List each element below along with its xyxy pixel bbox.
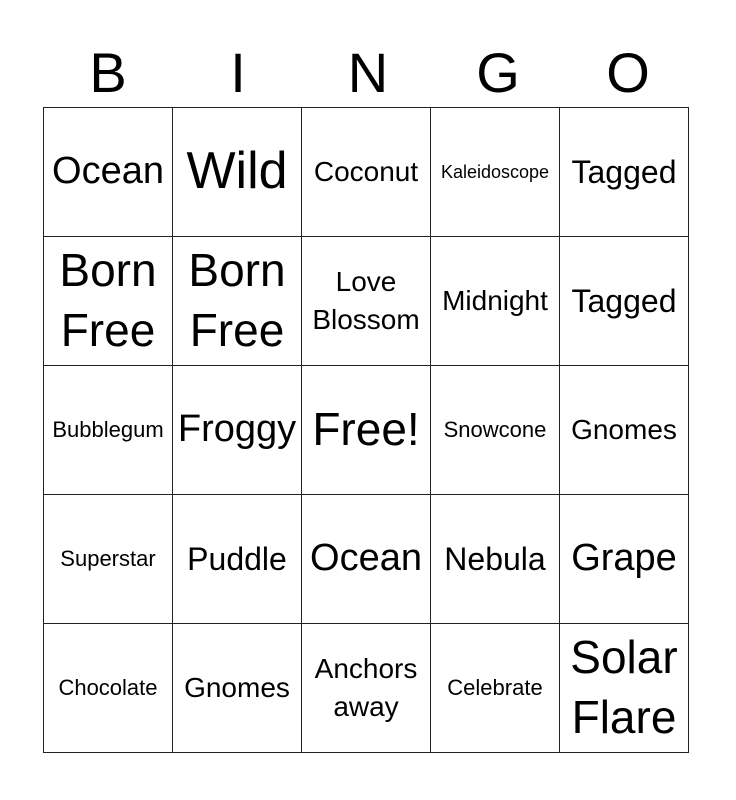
bingo-cell[interactable] bbox=[173, 237, 302, 366]
cell-label: Tagged bbox=[571, 282, 677, 319]
bingo-cell[interactable] bbox=[431, 237, 560, 366]
cell-label: Ocean bbox=[52, 150, 164, 193]
free-space-cell[interactable] bbox=[302, 366, 431, 495]
bingo-cell[interactable] bbox=[560, 237, 689, 366]
bingo-cell[interactable] bbox=[44, 495, 173, 624]
bingo-cell[interactable] bbox=[431, 495, 560, 624]
cell-label: Anchors away bbox=[314, 653, 418, 722]
header-letter-n: N bbox=[347, 41, 389, 104]
bingo-cell[interactable] bbox=[44, 237, 173, 366]
bingo-cell[interactable] bbox=[173, 495, 302, 624]
free-space-label: Free! bbox=[312, 403, 420, 456]
cell-label: Born Free bbox=[59, 244, 157, 356]
cell-label: Midnight bbox=[442, 285, 548, 317]
bingo-cell[interactable] bbox=[560, 108, 689, 237]
cell-label: Puddle bbox=[187, 540, 287, 577]
cell-label: Gnomes bbox=[571, 414, 677, 446]
cell-label: Nebula bbox=[444, 540, 546, 577]
header-letter-o: O bbox=[606, 41, 650, 104]
board-row bbox=[44, 366, 689, 495]
board-row bbox=[44, 624, 689, 753]
header-letter-i: I bbox=[230, 41, 246, 104]
bingo-cell[interactable] bbox=[302, 108, 431, 237]
cell-label: Superstar bbox=[60, 546, 156, 572]
bingo-cell[interactable] bbox=[44, 624, 173, 753]
bingo-header bbox=[43, 40, 693, 106]
header-letter-g: G bbox=[476, 41, 520, 104]
bingo-cell[interactable] bbox=[560, 495, 689, 624]
board-row bbox=[44, 108, 689, 237]
bingo-cell[interactable] bbox=[44, 366, 173, 495]
cell-label: Grape bbox=[571, 537, 677, 580]
cell-label: Kaleidoscope bbox=[440, 161, 550, 182]
cell-label: Tagged bbox=[571, 153, 677, 190]
bingo-cell[interactable] bbox=[302, 495, 431, 624]
bingo-cell[interactable] bbox=[173, 108, 302, 237]
cell-label: Froggy bbox=[177, 408, 297, 451]
cell-label: Born Free bbox=[188, 244, 286, 356]
cell-label: Bubblegum bbox=[52, 417, 164, 443]
bingo-cell[interactable] bbox=[431, 624, 560, 753]
cell-label: Coconut bbox=[313, 156, 419, 188]
bingo-board bbox=[43, 107, 689, 753]
cell-label: Love Blossom bbox=[312, 266, 420, 335]
bingo-cell[interactable] bbox=[560, 366, 689, 495]
cell-label: Gnomes bbox=[184, 672, 290, 704]
bingo-cell[interactable] bbox=[173, 366, 302, 495]
bingo-cell[interactable] bbox=[431, 108, 560, 237]
bingo-cell[interactable] bbox=[302, 237, 431, 366]
board-row bbox=[44, 495, 689, 624]
bingo-cell[interactable] bbox=[431, 366, 560, 495]
bingo-cell[interactable] bbox=[560, 624, 689, 753]
bingo-cell[interactable] bbox=[302, 624, 431, 753]
cell-label: Celebrate bbox=[447, 675, 543, 701]
bingo-cell[interactable] bbox=[173, 624, 302, 753]
board-row bbox=[44, 237, 689, 366]
cell-label: Solar Flare bbox=[570, 631, 678, 743]
cell-label: Ocean bbox=[310, 537, 422, 580]
cell-label: Wild bbox=[186, 142, 288, 201]
cell-label: Snowcone bbox=[443, 417, 547, 443]
header-letter-b: B bbox=[89, 41, 127, 104]
cell-label: Chocolate bbox=[58, 675, 158, 701]
bingo-cell[interactable] bbox=[44, 108, 173, 237]
